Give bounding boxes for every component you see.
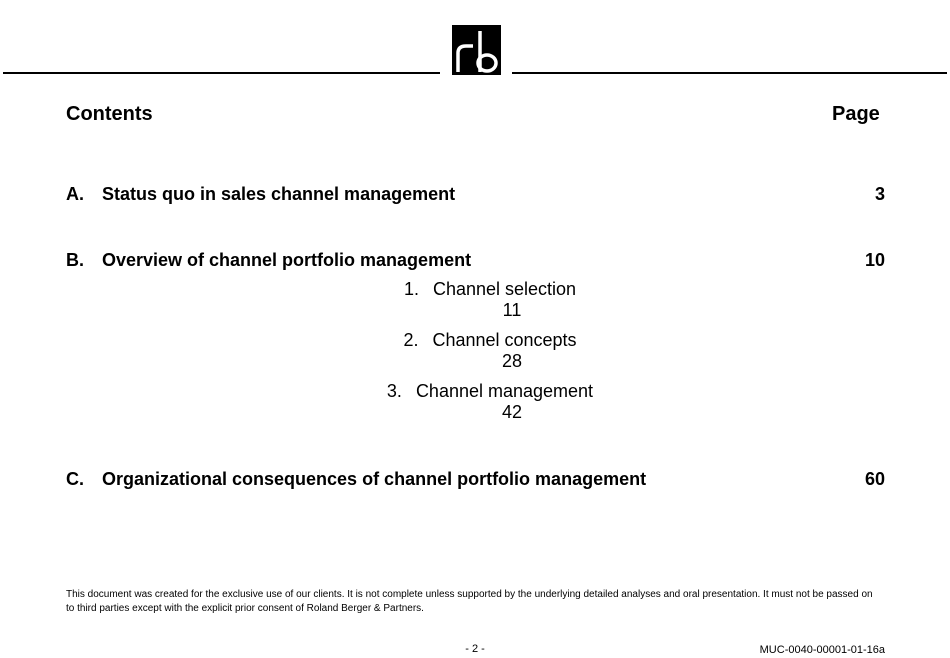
subsection-title: Channel concepts: [432, 330, 577, 350]
toc-section-a-page: 3: [874, 184, 885, 204]
subsection-page: 28: [501, 351, 523, 371]
toc-subsection-2[interactable]: [340, 330, 640, 372]
subsection-number: 2.: [403, 330, 419, 350]
subsection-number: 1.: [403, 279, 419, 299]
section-letter: B.: [66, 250, 84, 270]
company-logo: [452, 25, 501, 75]
subsection-page: 42: [501, 402, 523, 422]
subsection-title: Channel management: [415, 381, 594, 401]
contents-heading: Contents: [66, 103, 153, 125]
toc-section-c-page: 60: [864, 469, 885, 489]
toc-section-b[interactable]: [66, 250, 471, 271]
section-title: Organizational consequences of channel portfolio management: [102, 469, 647, 489]
toc-section-c[interactable]: [66, 469, 646, 490]
toc-section-a[interactable]: [66, 184, 455, 205]
toc-section-b-page: 10: [864, 250, 885, 270]
header-rule-right: [512, 72, 947, 74]
page-number: - 2 -: [465, 643, 485, 655]
subsection-page: 11: [502, 300, 522, 320]
toc-subsection-1[interactable]: [340, 279, 640, 321]
document-code: MUC-0040-00001-01-16a: [759, 644, 885, 656]
toc-subsection-3[interactable]: [340, 381, 640, 423]
header-rule-left: [3, 72, 440, 74]
section-letter: A.: [66, 184, 84, 204]
disclaimer-text: This document was created for the exclusive use of our clients. It is not complete unless supported by the underlying detailed analyses and oral presentation. It must not be passed on to third parties except with the explicit prior consent of Roland Berger & Partners.: [66, 589, 873, 614]
section-title: Status quo in sales channel management: [102, 184, 456, 204]
section-title: Overview of channel portfolio management: [102, 250, 472, 270]
page-column-heading: Page: [832, 103, 880, 125]
subsection-number: 3.: [386, 381, 402, 401]
subsection-title: Channel selection: [432, 279, 577, 299]
section-letter: C.: [66, 469, 84, 489]
